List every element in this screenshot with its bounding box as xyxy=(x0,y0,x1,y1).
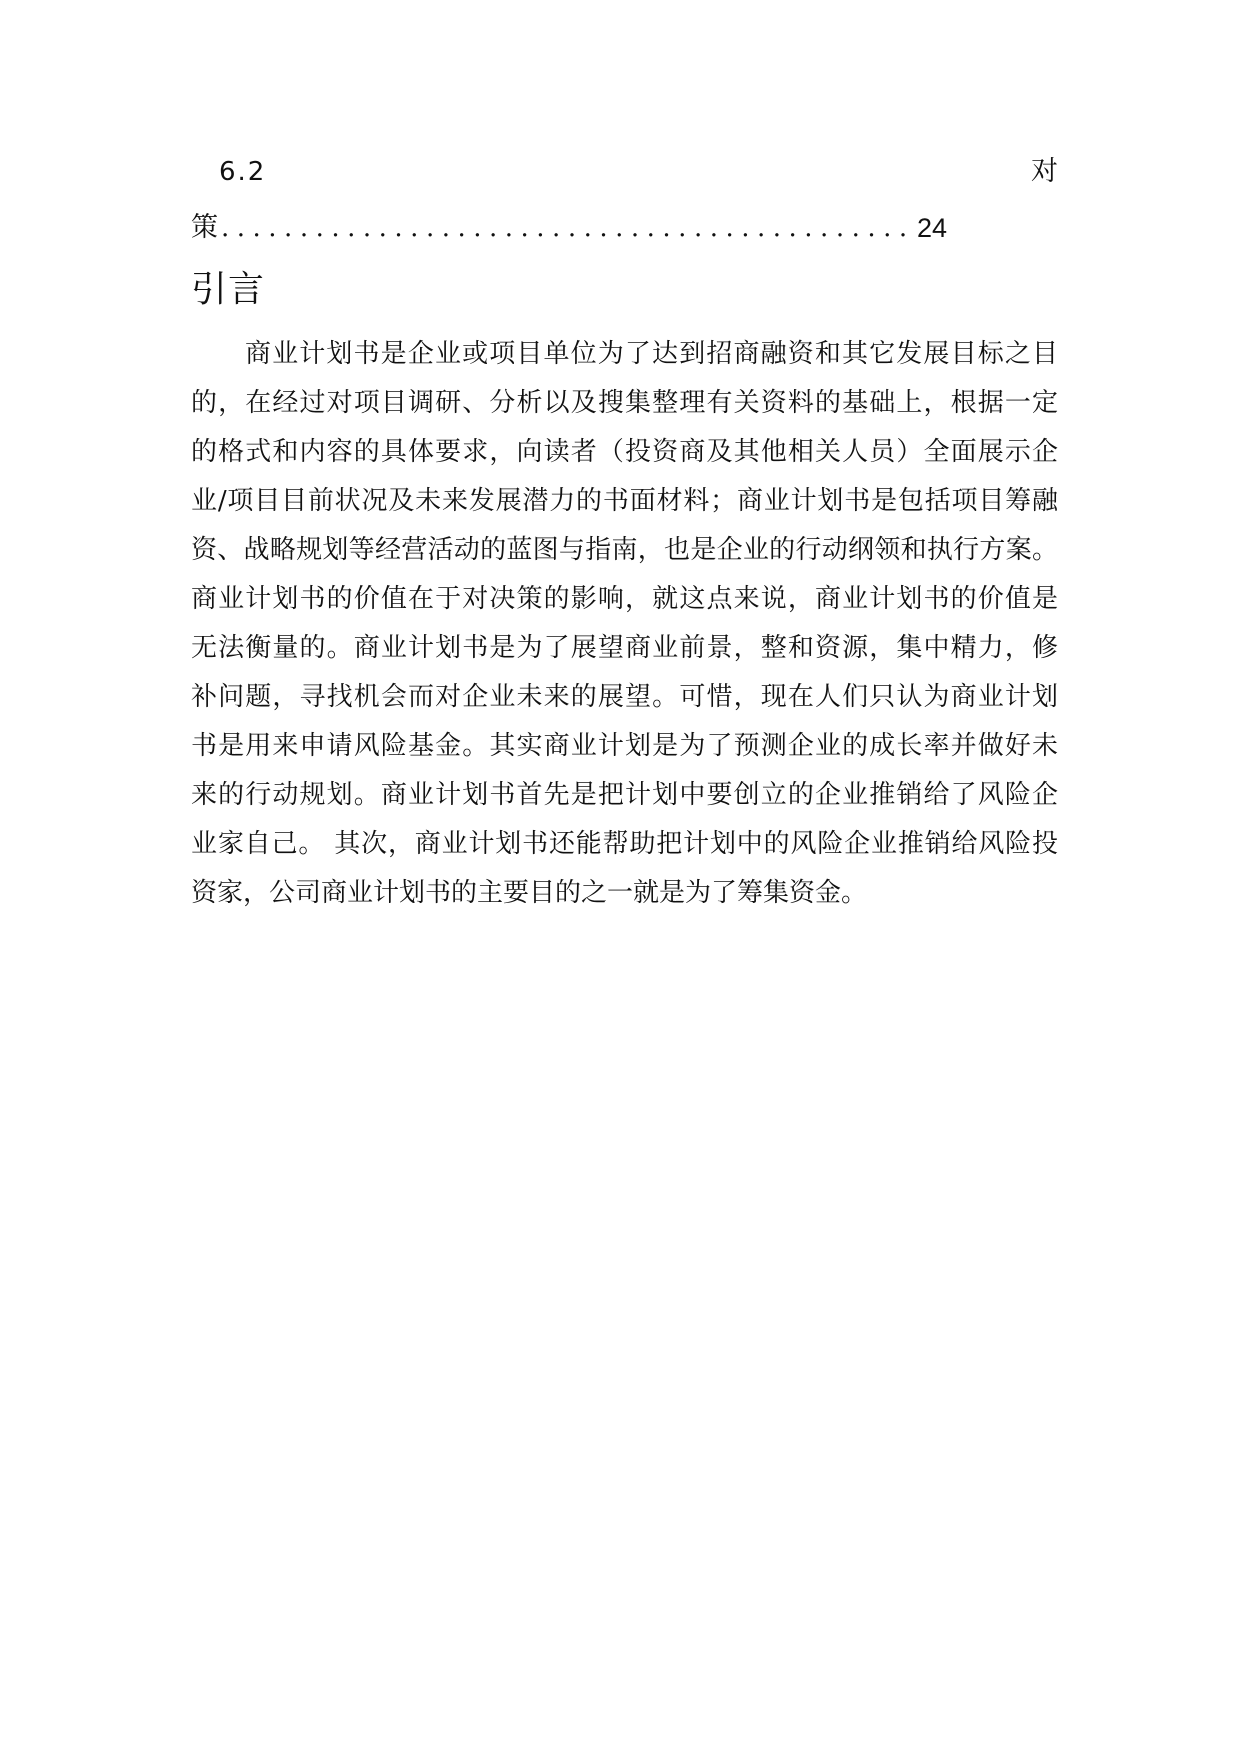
paragraph-line: 资、战略规划等经营活动的蓝图与指南，也是企业的行动纲领和执行方案。 xyxy=(191,535,1058,565)
paragraph-line: 无法衡量的。商业计划书是为了展望商业前景，整和资源，集中精力，修 xyxy=(191,633,1058,663)
toc-entry-line-2 xyxy=(191,200,1058,256)
paragraph-line: 业/项目目前状况及未来发展潜力的书面材料；商业计划书是包括项目筹融 xyxy=(191,486,1058,516)
paragraph-line: 业家自己。 其次，商业计划书还能帮助把计划中的风险企业推销给风险投 xyxy=(191,829,1058,859)
toc-entry-number: 6.2 xyxy=(219,157,267,187)
toc-entry-title-part-1: 对 xyxy=(1031,156,1058,187)
paragraph-line: 来的行动规划。商业计划书首先是把计划中要创立的企业推销给了风险企 xyxy=(191,780,1058,810)
paragraph-line: 的格式和内容的具体要求，向读者（投资商及其他相关人员）全面展示企 xyxy=(191,437,1058,467)
toc-entry-line-1 xyxy=(191,144,1058,200)
paragraph-line: 的，在经过对项目调研、分析以及搜集整理有关资料的基础上，根据一定 xyxy=(191,388,1058,418)
paragraph-line: 补问题，寻找机会而对企业未来的展望。可惜，现在人们只认为商业计划 xyxy=(191,682,1058,712)
paragraph-line: 书是用来申请风险基金。其实商业计划是为了预测企业的成长率并做好未 xyxy=(191,731,1058,761)
paragraph-line: 商业计划书是企业或项目单位为了达到招商融资和其它发展目标之目 xyxy=(245,339,1058,369)
toc-entry-title-part-2: 策 xyxy=(191,212,218,243)
paragraph-line: 商业计划书的价值在于对决策的影响，就这点来说，商业计划书的价值是 xyxy=(191,584,1058,614)
paragraph-line: 资家，公司商业计划书的主要目的之一就是为了筹集资金。 xyxy=(191,878,868,908)
body-paragraph xyxy=(191,330,1058,918)
toc-entry-page-number: 24 xyxy=(917,213,948,243)
toc-dot-leader: ............................................ xyxy=(221,213,915,243)
section-heading: 引言 xyxy=(191,269,266,310)
